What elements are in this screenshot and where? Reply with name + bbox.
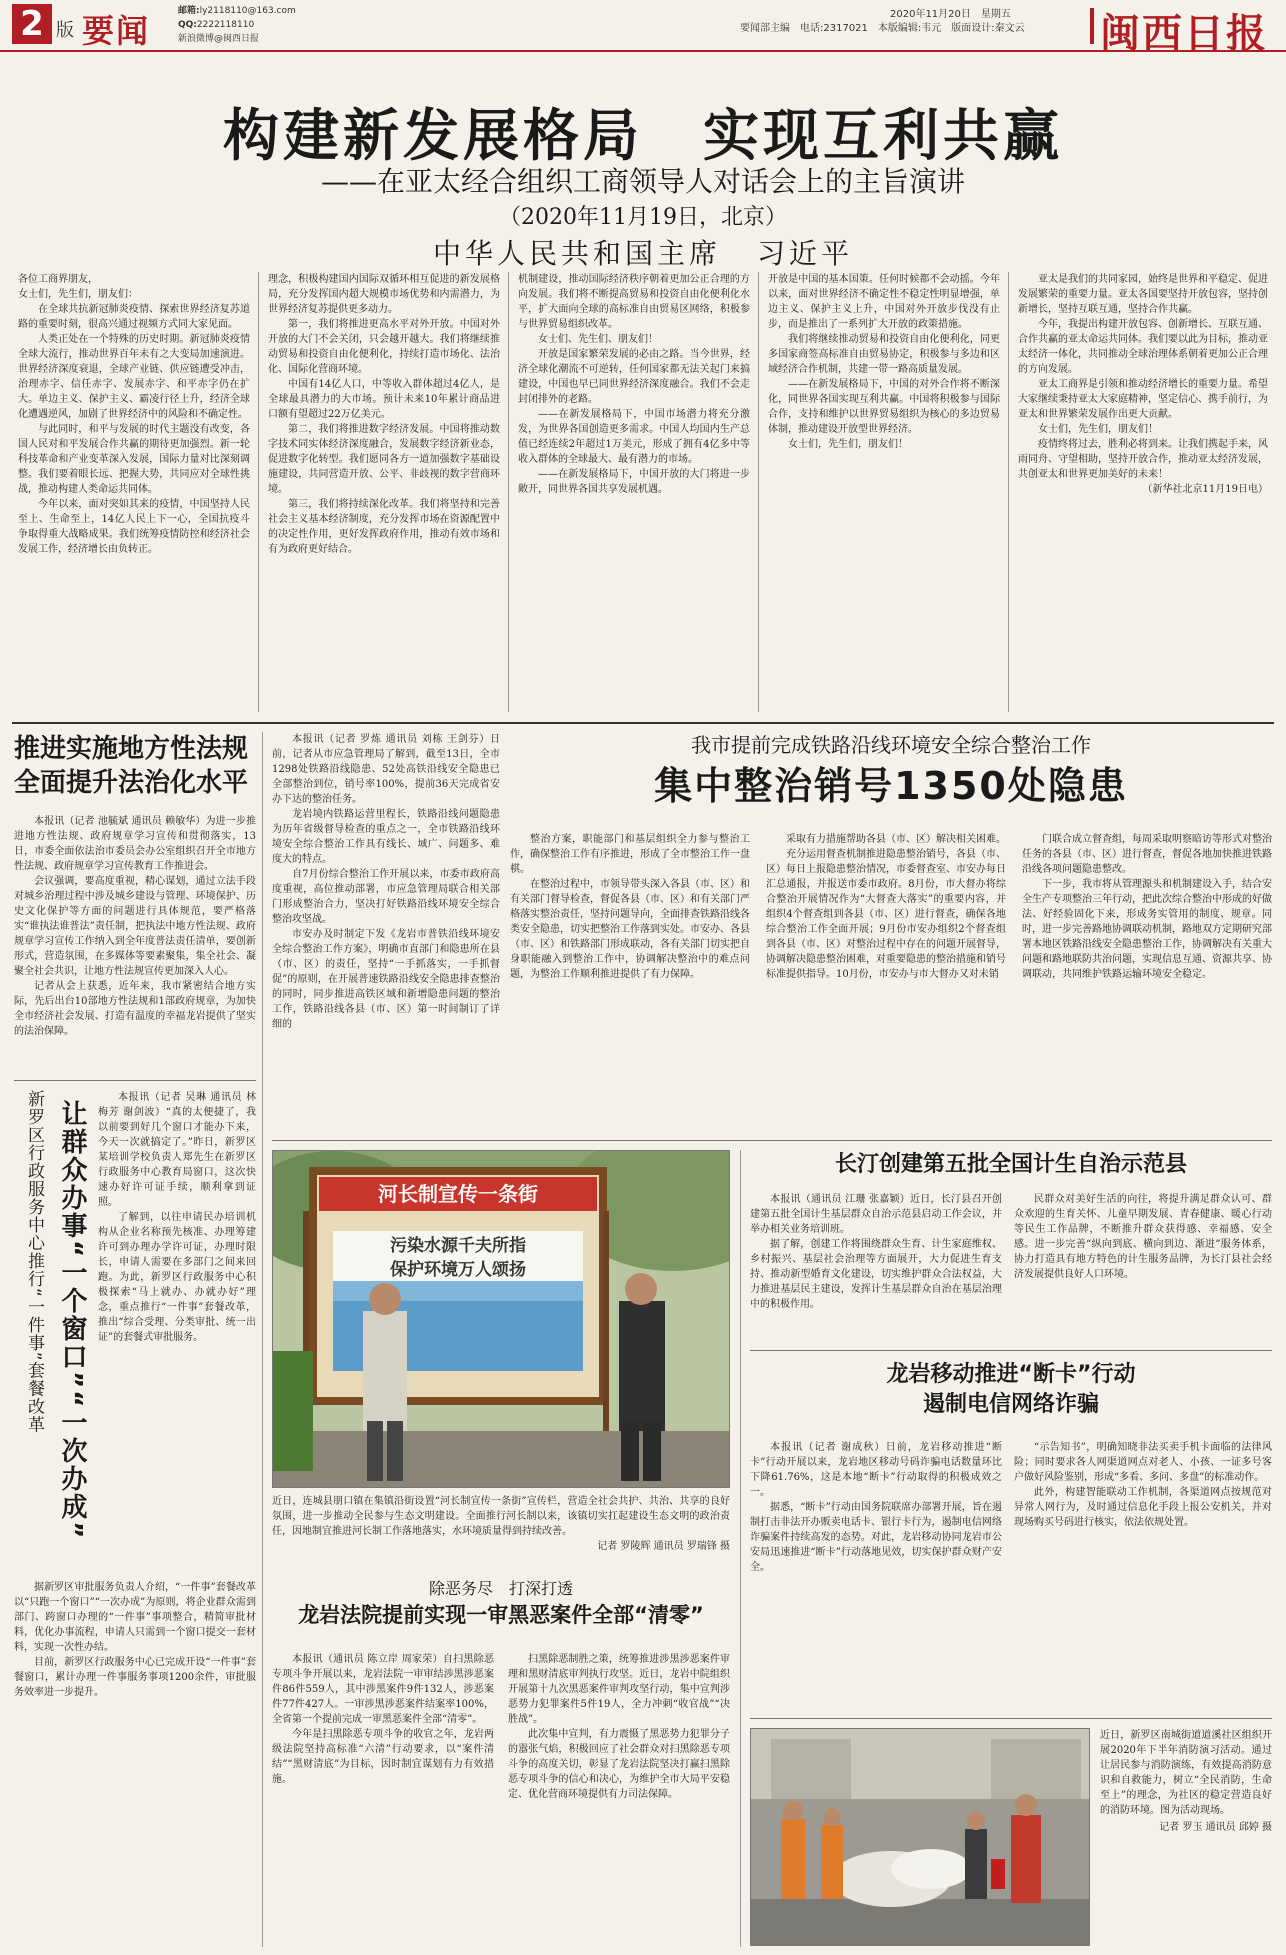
lead-column-3 xyxy=(518,272,750,712)
paragraph: 充分运用督查机制推进隐患整治销号，各县（市、区）每日上报隐患整治情况，市委督查室、市安办每日汇总通报，并报送市委市政府。8月份，市大督办将综合整治开展情况作为“大督查大落实”的重要内容，并组织4个督查组到各县（市、区）进行督查，确保各地综合整治工作全面开展；9月份市安办组织2个督查组到各县（市、区）对整治过程中存在的问题开展督导，协调解决隐患整治困难，对重要隐患的整治措施和销号标准提供指导。10月份，市安办与市大督办又对未销 xyxy=(766,849,1006,980)
email-label: 邮箱: xyxy=(178,6,200,16)
page-suffix: 版 xyxy=(56,20,74,41)
paragraph: 自7月份综合整治工作开展以来，市委市政府高度重视，高位推动部署，市应急管理局联合相关部门形成整治合力，坚决打好铁路沿线环境安全综合整治攻坚战。 xyxy=(272,869,500,925)
lead-column-2 xyxy=(268,272,500,712)
column-divider xyxy=(1008,272,1009,712)
photo-caption: 近日，连城县朋口镇在集镇沿街设置“河长制宣传一条街”宣传栏，营造全社会共护、共治、共享的良好氛围，进一步推动全民参与生态文明建设。全面推行河长制以来，该镇切实扛起建设生态文明的政治责任，因地制宜推进河长制工作落地落实，水环境质量得到持续改善。 xyxy=(272,1496,730,1537)
article-kicker: 除恶务尽 打深打透 xyxy=(428,1579,573,1598)
paragraph: 在整治过程中，市领导带头深入各县（市、区）和有关部门督导检查，督促各县（市、区）和有关部门严格落实整治责任，坚持问题导向，全面排查铁路沿线各类安全隐患，切实把整治工作落到实处。市安办、各县（市、区）和铁路部门形成联动，各有关部门切实把自身职能融入到整治工作中，协调解决整治中的难点问题，为整治工作顺利推进提供了有力保障。 xyxy=(510,879,750,980)
changting-column-1 xyxy=(750,1192,1002,1342)
weibo-handle: 新浪微博@闽西日报 xyxy=(178,34,260,44)
mobile-column-1 xyxy=(750,1440,1002,1710)
paragraph: 第二，我们将推进数字经济发展。中国将推动数字技术同实体经济深度融合，发展数字经济新业态，促进数字化转型。我们愿同各方一道加强数字基础设施建设，共同营造开放、公平、非歧视的数字营商环境。 xyxy=(268,424,500,495)
paragraph: 疫情终将过去，胜利必将到来。让我们携起手来，风雨同舟、守望相助，坚持开放合作，推动亚太经济发展，共创亚太和世界更加美好的未来！ xyxy=(1018,439,1268,480)
article-mobile-headline xyxy=(750,1360,1272,1432)
paragraph: 了解到，以往申请民办培训机构从企业名称预先核准、办理筹建许可到办理办学许可证，办理时限长，申请人需要在多部门之间来回跑。为此，新罗区行政服务中心积极探索“马上就办、办就办好”理念，重点推行“一件事”套餐改革，推出“综合受理、分类审批、统一出证”的套餐式审批服务。 xyxy=(98,1212,256,1343)
paragraph: 市安办及时制定下发《龙岩市普铁沿线环境安全综合整治工作方案》，明确市直部门和隐患所在县（市、区）的责任，坚持“一手抓落实，一手抓督促”的原则，在开展普速铁路沿线安全隐患排查整治的同时，同步推进高铁区域和新增隐患问题的整治工作，铁路沿线各县（市、区）第一时间制订了详细的 xyxy=(272,929,500,1030)
paragraph: 开放是国家繁荣发展的必由之路。当今世界，经济全球化潮流不可逆转，任何国家都无法关起门来搞建设，中国也早已同世界经济深度融合。我们不会走封闭排外的老路。 xyxy=(518,349,750,405)
paragraph: 女士们、先生们、朋友们！ xyxy=(538,334,658,345)
paragraph: 开放是中国的基本国策。任何时候都不会动摇。今年以来，面对世界经济不确定性不稳定性明显增强，单边主义、保护主义上升，中国对外开放步伐没有止步，而是推出了一系列扩大开放的政策措施。 xyxy=(768,274,1000,330)
paragraph: 据了解，创建工作将围绕群众生育、计生家庭维权、乡村振兴、基层社会治理等方面展开，大力促进生育支持、推动新型婚育文化建设，切实维护群众合法权益，大力推进基层民主建设，发挥计生基层群众自治在基层治理中的积极作用。 xyxy=(750,1239,1002,1310)
article-title: 集中整治销号1350处隐患 xyxy=(654,764,1128,808)
fire-drill-caption-block xyxy=(1100,1728,1272,1946)
article-court-headline xyxy=(272,1578,730,1646)
rail-column-2 xyxy=(766,832,1006,1132)
paragraph: 第三，我们将持续深化改革。我们将坚持和完善社会主义基本经济制度，充分发挥市场在资源配置中的决定性作用，更好发挥政府作用，推动有效市场和有为政府更好结合。 xyxy=(268,499,500,555)
paragraph: 此次集中宣判，有力震慑了黑恶势力犯罪分子的嚣张气焰，积极回应了社会群众对扫黑除恶专项斗争的高度关切，彰显了龙岩法院坚决打赢扫黑除恶专项斗争的信心和决心，为维护全市大局平安稳定、优化营商环境提供有力司法保障。 xyxy=(508,1729,730,1800)
paragraph: 下一步，我市将从管理源头和机制建设入手，结合安全生产专项整治三年行动，把此次综合整治中形成的好做法、好经验固化下来，形成务实管用的制度、规章。同时，进一步完善路地协调联动机制，路地双方定期研究部署本地区铁路沿线安全隐患整治工作，协调解决有关重大问题和路地联防共治问题，实现信息互通、资源共享、协调联动，共同维护铁路运输环境安全稳定。 xyxy=(1022,879,1272,980)
article-title: 龙岩法院提前实现一审黑恶案件全部“清零” xyxy=(298,1603,704,1627)
paragraph: 今年以来，面对突如其来的疫情，中国坚持人民至上、生命至上，14亿人民上下一心，全国抗疫斗争取得重大战略成果。我们统筹疫情防控和经济社会发展工作，经济增长由负转正。 xyxy=(18,499,250,555)
article-vertical-title: 让群众办事“一个窗口”“一次办成” xyxy=(57,1100,87,1541)
photo-credit: 记者 罗陵辉 通讯员 罗瑞锋 摄 xyxy=(597,1541,730,1552)
lead-subtitle: ——在亚太经合组织工商领导人对话会上的主旨演讲 xyxy=(320,165,965,198)
paragraph: 第一，我们将推进更高水平对外开放。中国对外开放的大门不会关闭，只会越开越大。我们将继续推动贸易和投资自由化便利化，持续打造市场化、法治化、国际化营商环境。 xyxy=(268,319,500,375)
paragraph: 在全球共抗新冠肺炎疫情、探索世界经济复苏道路的重要时刻，很高兴通过视频方式同大家见面。 xyxy=(18,304,250,330)
lead-headline-part2: 实现互利共赢 xyxy=(703,104,1063,169)
article-title-line2: 遏制电信网络诈骗 xyxy=(922,1392,1099,1417)
article-body-upper xyxy=(98,1090,256,1570)
paragraph: 本报讯（记者 池毓斌 通讯员 赖敏华）为进一步推进地方性法规、政府规章学习宣传和贯彻落实，13日，市委全面依法治市委员会办公室组织召开全市地方性法规、政府规章学习宣传教育工作推进会。 xyxy=(14,816,256,872)
paragraph: 本报讯（通讯员 陈立岸 周家荣）自扫黑除恶专项斗争开展以来，龙岩法院一审审结涉黑涉恶案件86件559人，其中涉黑案件9件132人，涉恶案件77件427人。一审涉黑涉恶案件结案率100%，全省第一个提前完成一审黑恶案件全部“清零”。 xyxy=(272,1654,494,1725)
section-title: 要闻 xyxy=(82,12,151,50)
logo-divider xyxy=(1090,8,1094,44)
paragraph: ——在新发展格局下，中国开放的大门将进一步敞开，同世界各国共享发展机遇。 xyxy=(518,469,750,495)
paragraph: 人类正处在一个特殊的历史时期。新冠肺炎疫情全球大流行，推动世界百年未有之大变局加速演进。世界经济深度衰退，全球产业链、供应链遭受冲击，治理赤字、信任赤字、发展赤字、和平赤字仍在扩大。单边主义、保护主义、霸凌行径上升，经济全球化遭遇逆风，加剧了世界经济中的风险和不确定性。 xyxy=(18,334,250,420)
editor-line: 要闻部主编 电话:2317021 本版编辑:韦元 版面设计:秦文云 xyxy=(740,23,1025,34)
paragraph: 机制建设，推动国际经济秩序朝着更加公正合理的方向发展。我们将不断提高贸易和投资自由化便利化水平，扩大面向全球的高标准自由贸易区网络，积极参与世界贸易组织改革。 xyxy=(518,274,750,330)
article-body xyxy=(14,814,256,1039)
sign-slogan-1: 污染水源千夫所指 xyxy=(390,1236,526,1256)
paragraph: 据新罗区审批服务负责人介绍，“一件事”套餐改革以“只跑一个窗口”“一次办成”为原则，将企业群众需到部门、跨窗口办理的“一件事”事项整合，精简审批材料，优化办事流程，申请人只需到一个窗口提交一套材料，实现一次性办结。 xyxy=(14,1582,256,1653)
paragraph: 此外，构建智能联动工作机制，各渠道网点按规范对异常人网行为，及时通过信息化手段上报公安机关，并对现场购买号码进行核实，依法依规处置。 xyxy=(1014,1487,1272,1528)
byline-org: 中华人民共和国主席 xyxy=(432,237,721,270)
mobile-column-2 xyxy=(1014,1440,1272,1710)
paragraph: 中国有14亿人口，中等收入群体超过4亿人，是全球最具潜力的大市场。预计未来10年累计商品进口额有望超过22万亿美元。 xyxy=(268,379,500,420)
paragraph: 本报讯（通讯员 江珊 张嘉颖）近日，长汀县召开创建第五批全国计生基层群众自治示范县启动工作会议，并举办相关业务培训班。 xyxy=(750,1194,1002,1235)
lead-body xyxy=(18,272,1268,712)
paragraph: 各位工商界朋友， xyxy=(18,274,98,285)
lead-headline-part1: 构建新发展格局 xyxy=(223,104,643,169)
paragraph: 今年是扫黑除恶专项斗争的收官之年，龙岩两级法院坚持高标准“六清”行动要求，以“案件清结”“黑财清底”为目标，因时制宜谋划有力有效措施。 xyxy=(272,1729,494,1785)
paragraph: 扫黑除恶制胜之策，统筹推进涉黑涉恶案件审理和黑财清底审判执行攻坚。近日，龙岩中院组织开展第十九次黑恶案件审判攻坚行动，集中宣判涉恶势力犯罪案件5件19人，全力冲刺“收官战”“决胜战”。 xyxy=(508,1654,730,1725)
rail-column-1 xyxy=(510,832,750,1132)
qq-label: QQ: xyxy=(178,20,197,30)
paragraph: 记者从会上获悉，近年来，我市紧密结合地方实际，先后出台10部地方性法规和1部政府规章，为加快全市经济社会发展、打造有温度的幸福龙岩提供了坚实的法治保障。 xyxy=(14,981,256,1037)
article-local-law xyxy=(14,732,256,1072)
photo-caption: 近日，新罗区南城街道道溪社区组织开展2020年下半年消防演习活动。通过让居民参与消防演练，有效提高消防意识和自救能力，树立“全民消防，生命至上”的理念，为社区的稳定营造良好的消防环境。图为活动现场。 xyxy=(1100,1730,1272,1816)
divider xyxy=(272,1140,1272,1141)
article-title: 长汀创建第五批全国计生自治示范县 xyxy=(834,1152,1187,1177)
paragraph: 本报讯（记者 谢成秋）日前，龙岩移动推进“断卡”行动开展以来，龙岩地区移动号码诈骗电话数量环比下降61.76%，这是本地“断卡”行动取得的积极成效之一。 xyxy=(750,1442,1002,1498)
fire-drill-photo xyxy=(750,1728,1090,1946)
paragraph: 采取有力措施帮助各县（市、区）解决相关困难。 xyxy=(786,834,1006,845)
paragraph: 女士们，先生们，朋友们： xyxy=(18,289,138,300)
paragraph: 本报讯（记者 吴琳 通讯员 林梅芳 谢剑波）“真的太便捷了，我以前要到好几个窗口才能办下来，今天一次就搞定了。”昨日，新罗区某培训学校负责人郑先生在新罗区行政服务中心教育局窗口，这次快速办好许可证手续，顺利拿到证照。 xyxy=(98,1092,256,1208)
column-divider xyxy=(262,732,263,1947)
masthead xyxy=(0,0,1286,57)
column-divider xyxy=(508,272,509,712)
paragraph: 整治方案，职能部门和基层组织全力参与整治工作，确保整治工作有序推进，形成了全市整治工作一盘棋。 xyxy=(510,834,750,875)
paragraph: ——在新发展格局下，中国市场潜力将充分激发，为世界各国创造更多需求。中国人均国内生产总值已经连续2年超过1万美元，形成了拥有4亿多中等收入群体的全球最大、最有潜力的市场。 xyxy=(518,409,750,465)
lead-column-5 xyxy=(1018,272,1268,712)
rail-column-3 xyxy=(1022,832,1272,1132)
column-divider xyxy=(758,272,759,712)
paragraph: 本报讯（记者 罗炼 通讯员 刘栋 王剑芬）日前，记者从市应急管理局了解到，截至13日，全市1298处铁路沿线隐患、52处高铁沿线安全隐患已全部整治到位，销号率100%，提前36天完成省安办下达的整治任务。 xyxy=(272,734,500,805)
photo-credit: 记者 罗玉 通讯员 邱婷 摄 xyxy=(1159,1822,1272,1833)
paragraph: 民群众对美好生活的向往，将提升满足群众认可、群众欢迎的生育关怀、儿童早期发展、青春健康、暖心行动等民生工作品牌，不断推升群众获得感、幸福感、安全感。进一步完善“纵向到底、横向到边、渐进”服务体系，协力打造具有地方特色的计生服务品牌，为长汀县社会经济发展提供良好人口环境。 xyxy=(1014,1194,1272,1280)
paragraph: 今年，我提出构建开放包容、创新增长、互联互通、合作共赢的亚太命运共同体。我们要以此为目标，推动亚太经济一体化，共同推动全球治理体系朝着更加公正合理的方向发展。 xyxy=(1018,319,1268,375)
paragraph: 女士们，先生们，朋友们！ xyxy=(788,439,908,450)
column-divider xyxy=(258,272,259,712)
paragraph: 理念，积极构建国内国际双循环相互促进的新发展格局，充分发挥国内超大规模市场优势和内需潜力，为世界经济复苏提供更多动力。 xyxy=(268,274,500,315)
divider xyxy=(750,1350,1272,1351)
article-title-line1: 龙岩移动推进“断卡”行动 xyxy=(886,1362,1136,1387)
river-chief-caption-block xyxy=(272,1494,730,1570)
paragraph: ——在新发展格局下，中国的对外合作将不断深化，同世界各国实现互利共赢。中国将积极参与国际合作，支持和维护以世界贸易组织为核心的多边贸易体制，推动建设开放型世界经济。 xyxy=(768,379,1000,435)
header-meta xyxy=(740,8,1025,36)
paragraph: 门联合成立督查组，每周采取明察暗访等形式对整治任务的各县（市、区）进行督查，督促各地加快推进铁路沿线各项问题隐患整改。 xyxy=(1022,834,1272,875)
sign-slogan-2: 保护环境万人颂扬 xyxy=(390,1260,526,1280)
lead-column-1 xyxy=(18,272,250,712)
article-title-line2: 全面提升法治化水平 xyxy=(14,768,249,798)
contact-info xyxy=(178,4,296,46)
lead-date: （2020年11月19日，北京） xyxy=(499,205,787,230)
paragraph: 龙岩境内铁路运营里程长，铁路沿线问题隐患为历年省级督导检查的重点之一，全市铁路沿线环境安全综合整治工作具有线长、域广、问题多、难度大的特点。 xyxy=(272,809,500,865)
byline-name: 习近平 xyxy=(757,237,854,270)
qq-value: 2222118110 xyxy=(196,20,255,30)
dateline-source: （新华社北京11月19日电） xyxy=(1142,484,1268,495)
sign-title: 河长制宣传一条街 xyxy=(378,1182,538,1206)
email-value[interactable]: ly2118110@163.com xyxy=(199,6,296,16)
divider xyxy=(750,1718,1272,1719)
paragraph: “示告知书”，明确知晓非法买卖手机卡面临的法律风险；同时要求各人网渠道网点对老人、小孩、一证多号客户做好风险鉴别，形成“多看、多问、多盘”的标准动作。 xyxy=(1014,1442,1272,1483)
newspaper-logo: 闽西日报 xyxy=(1100,10,1268,57)
article-body-lower xyxy=(14,1580,256,1945)
court-column-1 xyxy=(272,1652,494,1948)
article-title-line1: 推进实施地方性法规 xyxy=(14,734,249,764)
article-rail-intro xyxy=(272,732,500,1132)
article-rail-headline xyxy=(510,732,1272,822)
article-changting-headline xyxy=(750,1150,1272,1186)
river-chief-photo xyxy=(272,1150,730,1488)
article-kicker: 我市提前完成铁路沿线环境安全综合整治工作 xyxy=(691,733,1091,757)
page-number: 2 xyxy=(12,4,52,44)
article-vertical-kicker: 新罗区行政服务中心推行“一件事”套餐改革 xyxy=(24,1090,44,1434)
paragraph: 我们将继续推动贸易和投资自由化便利化，同更多国家商签高标准自由贸易协定，积极参与多边和区域经济合作机制，共建一带一路高质量发展。 xyxy=(768,334,1000,375)
paragraph: 亚太工商界是引领和推动经济增长的重要力量。希望大家继续秉持亚太大家庭精神，坚定信心、携手前行，为亚太和世界繁荣发展作出更大贡献。 xyxy=(1018,379,1268,420)
changting-column-2 xyxy=(1014,1192,1272,1342)
paragraph: 据悉，“断卡”行动由国务院联席办部署开展，旨在遏制打击非法开办贩卖电话卡、银行卡行为，遏制电信网络诈骗案件持续高发的态势。对此，龙岩移动协同龙岩市公安局迅速推进“断卡”行动落地见效，切实保护群众财产安全。 xyxy=(750,1502,1002,1573)
issue-date: 2020年11月20日 星期五 xyxy=(890,9,1011,20)
paragraph: 会议强调，要高度重视，精心谋划，通过立法手段对城乡治理过程中涉及城乡建设与管理、环境保护、历史文化保护等方面的问题进行具体规范，要严格落实“谁执法谁普法”责任制，把执法中地方性法规、政府规章学习宣传工作纳入到全年度普法责任清单，要创新形式，营造氛围，在多媒体等要素聚集，集全社会、凝聚全社会共识，让地方性法规宣传更加深入人心。 xyxy=(14,876,256,977)
paragraph: 与此同时，和平与发展的时代主题没有改变，各国人民对和平发展合作共赢的期待更加强烈。新一轮科技革命和产业变革深入发展，国际力量对比深刻调整。我们要着眼长远、把握大势，共同应对全球性挑战，推动构建人类命运共同体。 xyxy=(18,424,250,495)
court-column-2 xyxy=(508,1652,730,1948)
paragraph: 目前，新罗区行政服务中心已完成开设“一件事”套餐窗口，累计办理一件事服务事项1200余件，审批服务效率进一步提升。 xyxy=(14,1657,256,1698)
paragraph: 亚太是我们的共同家园，始终是世界和平稳定、促进发展繁荣的重要力量。亚太各国要坚持开放包容，坚持创新增长，坚持互联互通，坚持合作共赢。 xyxy=(1018,274,1268,315)
divider xyxy=(14,1080,256,1081)
column-divider xyxy=(740,1150,741,1947)
article-one-window xyxy=(14,1090,256,1950)
lead-column-4 xyxy=(768,272,1000,712)
photo-illustration xyxy=(751,1729,1090,1946)
paragraph: 女士们，先生们，朋友们！ xyxy=(1038,424,1158,435)
section-rule xyxy=(12,722,1274,724)
lead-byline xyxy=(0,232,1286,272)
